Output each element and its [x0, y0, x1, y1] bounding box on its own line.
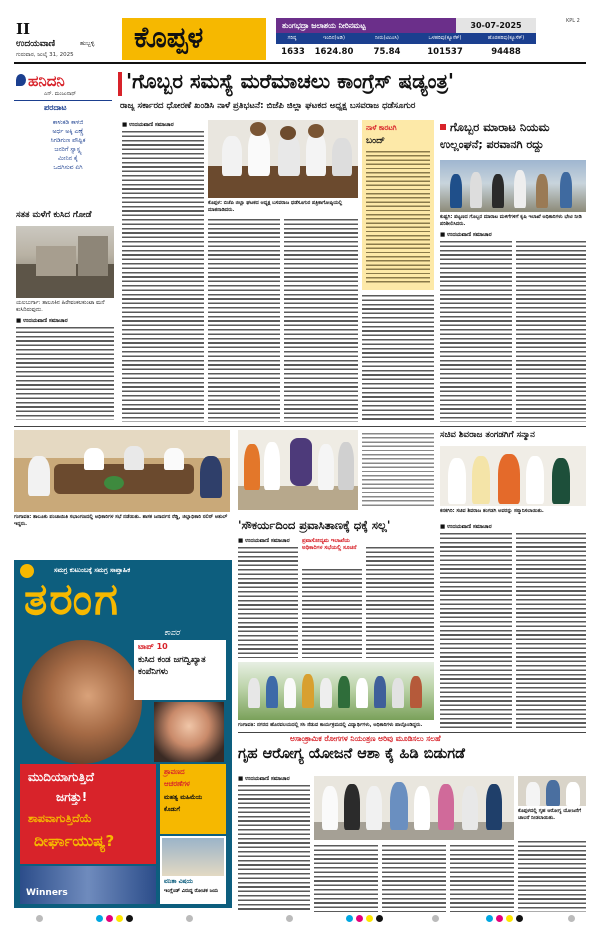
fertilizer-body-col2 [516, 240, 586, 422]
rain-story-title: ಸತತ ಮಳೆಗೆ ಕುಸಿದ ಗೋಡೆ [16, 210, 92, 220]
tharanga-tagline: ಸಮಗ್ರ ಕುಟುಂಬಕ್ಕೆ ಸಮಗ್ರ ಸಾಪ್ತಾಹಿಕ [54, 566, 131, 574]
dam-level-table [276, 18, 536, 60]
lead-body-col2 [208, 218, 280, 422]
plantation-caption: ಗಂಗಾವತಿ: ನಗರದ ಹೊರವಲಯದಲ್ಲಿ ಸಸಿ ನೆಡುವ ಕಾರ್ಯಕ್ರಮದಲ್ಲಿ ವಿದ್ಯಾರ್ಥಿಗಳು, ಅಧಿಕಾರಿಗಳು ಪಾಲ್ಗೊಂಡಿದ್ದರು. [238, 722, 423, 728]
poem-line: ಮೀನಿನ ಕೈ [58, 155, 78, 162]
registration-mark [36, 915, 43, 922]
tharanga-bottom-text: ಇಂಗ್ಲೆಂಡ್ ವಿರುದ್ಧ ರೋಚಕ ಜಯ [164, 888, 219, 894]
nali-sidebar [362, 120, 434, 290]
lead-headline: 'ಗೊಬ್ಬರ ಸಮಸ್ಯೆ ಮರೆಮಾಚಲು ಕಾಂಗ್ರೆಸ್ ಷಡ್ಯಂತ್ರ' [126, 69, 455, 93]
tourism-byline: ■ ಉದಯವಾಣಿ ಸಮಾಚಾರ [238, 538, 290, 544]
tourism-body-col3 [366, 546, 434, 658]
registration-mark [116, 915, 123, 922]
meeting-photo [14, 430, 230, 512]
health-body-col1 [238, 784, 310, 912]
nali-sidebar-text [366, 150, 430, 284]
tharanga-winners: Winners [26, 888, 68, 898]
tharanga-sub: ಕಾವರ [164, 628, 180, 637]
tourism-brief: ಪ್ರವಾಸೋದ್ಯಮ ಇಲಾಖೆಯ ಅಧಿಕಾರಿಗಳ ಸಭೆಯಲ್ಲಿ ಸೂಚನೆ [302, 538, 357, 551]
corner-code: KPL 2 [566, 18, 580, 24]
lead-accent-bar [118, 72, 122, 96]
hani-dani-icon [16, 74, 26, 86]
registration-mark [286, 915, 293, 922]
registration-mark [496, 915, 503, 922]
health-body-col3 [382, 844, 446, 912]
registration-mark [376, 915, 383, 922]
dam-header-2: ನೀರು(ಟಿಎಂಸಿ) [375, 35, 399, 41]
tharanga-title: ತರಂಗ [24, 574, 120, 625]
tharanga-top-box [134, 640, 226, 700]
fertilizer-headline-1: ಗೊಬ್ಬರ ಮಾರಾಟ ನಿಯಮ [450, 120, 550, 134]
tharanga-side-3: ಮಹತ್ವ ಮಹಿಮೆಯ [164, 794, 203, 801]
lead-byline: ■ ಉದಯವಾಣಿ ಸಮಾಚಾರ [122, 122, 174, 128]
registration-mark [346, 915, 353, 922]
tharanga-lead-4: ದೀರ್ಘಾಯುಷ್ಯ? [34, 832, 115, 850]
hani-dani-author: ಎನ್. ಮಂಜುನಾಥ್ [44, 91, 77, 97]
hani-dani-poem [28, 118, 108, 172]
tharanga-lead-box [20, 764, 156, 864]
registration-mark [486, 915, 493, 922]
dam-header-4: ಹೊರಹರಿವು(ಕ್ಯೂಸೆಕ್) [487, 35, 525, 41]
lead-subhead: ರಾಜ್ಯ ಸರ್ಕಾರದ ಧೋರಣೆ ಖಂಡಿಸಿ ನಾಳೆ ಪ್ರತಿಭಟನೆ: ಬಿಜೆಪಿ ಜಿಲ್ಲಾ ಘಟಕದ ಅಧ್ಯಕ್ಷ ಬಸವರಾಜ ಧಡೆಸೂಗುರ [120, 101, 416, 111]
fertilizer-body-col1 [440, 240, 512, 422]
lead-photo-caption: ಕೊಪ್ಪಳ: ಬಿಜೆಪಿ ಜಿಲ್ಲಾ ಘಟಕದ ಅಧ್ಯಕ್ಷ ಬಸವರಾಜ ಧಡೆಸೂಗುರ ಪತ್ರಿಕಾಗೋಷ್ಠಿಯಲ್ಲಿ ಮಾತನಾಡಿದರು. [208, 200, 343, 213]
nali-sidebar-title: ನಾಳೆ ಕಾರಟಗಿ [366, 124, 397, 132]
hani-dani-tag: ಪರದಾಟ [44, 103, 67, 112]
district-name: ಕೊಪ್ಪಳ [134, 20, 204, 54]
tharanga-side-4: ಕೊಡುಗೆ [164, 806, 180, 813]
dam-value-1: 1624.80 [314, 47, 354, 57]
fertilizer-caption: ಕುಷ್ಟಗಿ: ಪಟ್ಟಣದ ಗೊಬ್ಬರ ಮಾರಾಟ ಮಳಿಗೆಗಳಿಗೆ ಕೃಷಿ ಇಲಾಖೆ ಅಧಿಕಾರಿಗಳು ಭೇಟಿ ನೀಡಿ ಪರಿಶೀಲಿಸಿದರು. [440, 214, 582, 227]
registration-mark [568, 915, 575, 922]
tharanga-team-photo [20, 866, 156, 904]
tourism-headline: 'ಸೌಕರ್ಯದಿಂದ ಪ್ರವಾಸಿತಾಣಕ್ಕೆ ಧಕ್ಕೆ ಸಲ್ಲ' [238, 518, 391, 532]
plantation-photo [238, 662, 434, 720]
registration-mark [356, 915, 363, 922]
poem-line: ಜನರಿಗೆ ಸ್ವಾಸ್ಥ್ಯ [54, 146, 82, 153]
registration-mark [186, 915, 193, 922]
district-block [122, 18, 266, 60]
tharanga-bottom-label: ವನಿತಾ ವಿಷಯ [164, 878, 193, 885]
dam-header-1: ಇಂದಿನ(ಅಡಿ) [323, 35, 345, 41]
poem-line: ಸಿಗಡಿಗುಣ ಪೌಷ್ಟಿಕ [50, 137, 86, 144]
tourism-side-text [362, 432, 434, 508]
health-body-col4 [450, 844, 514, 912]
dam-date: 30-07-2025 [456, 18, 536, 33]
tharanga-top-label: ಟಾಪ್ 10 [138, 642, 168, 651]
nali-sidebar-sub: ಬಂದ್ [366, 136, 385, 146]
health-kicker: ಅಸಾಂಕ್ರಾಮಿಕ ರೋಗಗಳ ನಿಯಂತ್ರಣ ಅರಿವು ಮೂಡಿಸಲು ಸಲಹೆ [290, 734, 441, 743]
dam-value-2: 75.84 [373, 47, 401, 57]
honour-body-col1 [440, 532, 512, 728]
rain-caption: ಯಲಬುರ್ಗಾ: ತಾಲೂಕಿನ ಹಿರೇವಂಕಲಕುಂಟಾ ಮನೆ ಕುಸಿದಿರುವುದು. [16, 300, 105, 313]
poem-line: ಕಾಳುಕಡಿ ಕಾಳಜಿ [52, 119, 84, 126]
dam-value-0: 1633 [281, 47, 305, 57]
poem-line: ಅರ್ಧ ಅಕ್ಕಿ ಎಣ್ಣೆ [52, 128, 84, 135]
tharanga-portrait [22, 640, 142, 764]
hani-dani-title: ಹನಿದನಿ [28, 72, 65, 90]
registration-mark [106, 915, 113, 922]
registration-mark [516, 915, 523, 922]
lead-body-col3 [284, 218, 358, 422]
tharanga-lead-2: ಜಗತ್ತು! [56, 790, 88, 804]
health-byline: ■ ಉದಯವಾಣಿ ಸಮಾಚಾರ [238, 776, 290, 782]
honour-byline: ■ ಉದಯವಾಣಿ ಸಮಾಚಾರ [440, 524, 492, 530]
tharanga-side-box [160, 764, 226, 834]
health-photo [314, 776, 514, 840]
registration-mark [366, 915, 373, 922]
tourism-body-col1 [238, 546, 298, 658]
masthead-rule [14, 62, 586, 64]
health-side-photo [518, 776, 586, 806]
tharanga-ad [14, 560, 232, 908]
dam-header-3: ಒಳಹರಿವು(ಕ್ಯೂಸೆಕ್) [428, 35, 462, 41]
masthead [0, 0, 600, 68]
fertilizer-icon [440, 124, 446, 130]
mid-body-text [362, 294, 434, 422]
page-number: II [16, 20, 31, 38]
paper-name: ಉದಯವಾಣಿ [16, 39, 56, 49]
dam-header-0: ಗರಿಷ್ಠ [287, 35, 297, 41]
rain-body-text [16, 326, 114, 420]
dam-value-4: 94488 [491, 47, 521, 57]
meeting-caption: ಗಂಗಾವತಿ: ತಾಲೂಕು ಪಂಚಾಯಿತಿ ಸಭಾಂಗಣದಲ್ಲಿ ಅಧಿಕಾರಿಗಳ ಸಭೆ ನಡೆಯಿತು. ಶಾಸಕ ಜನಾರ್ದನ ರೆಡ್ಡಿ, ಜಿಲ್ಲಾಧಿಕಾರಿ ನಲಿನ್ ಅತುಲ್ ಇದ್ದರು. [14, 514, 228, 527]
fertilizer-photo [440, 160, 586, 212]
honour-caption: ಕನಕಗಿರಿ: ಸಚಿವ ಶಿವರಾಜ ತಂಗಡಗಿ ಅವರನ್ನು ಸನ್ಮಾನಿಸಲಾಯಿತು. [440, 508, 544, 514]
honour-photo [440, 446, 586, 506]
rain-photo [16, 226, 114, 298]
registration-mark [432, 915, 439, 922]
poem-line: ಒದಗಿಸುವ ಏಗಿ [53, 164, 83, 171]
tharanga-lead-1: ಮುದಿಯಾಗುತ್ತಿದೆ [28, 770, 94, 784]
tharanga-side-1: ಶ್ರಾವಣದ [164, 768, 185, 776]
tharanga-bottom-box [160, 836, 226, 904]
fertilizer-headline-2: ಉಲ್ಲಂಘನೆ; ಪರವಾನಗಿ ರದ್ದು [440, 138, 544, 151]
registration-mark [126, 915, 133, 922]
health-body-col2 [314, 844, 378, 912]
honour-body-col2 [516, 532, 586, 728]
edition-label: ಹುಬ್ಬಳ್ಳಿ [80, 40, 95, 47]
tourism-photo [238, 430, 358, 510]
health-caption: ಕೊಪ್ಪಳದಲ್ಲಿ ಗೃಹ ಆರೋಗ್ಯ ಯೋಜನೆಗೆ ಚಾಲನೆ ನೀಡಲಾಯಿತು. [518, 808, 581, 821]
fertilizer-byline: ■ ಉದಯವಾಣಿ ಸಮಾಚಾರ [440, 232, 492, 238]
health-body-col5 [518, 840, 586, 912]
registration-mark [96, 915, 103, 922]
tharanga-lead-3: ಶಾಪವಾಗುತ್ತಿದೆಯೆ [28, 812, 92, 825]
registration-mark [506, 915, 513, 922]
hani-dani-box [14, 70, 112, 200]
tharanga-top-text: ಕುಸಿದ ಕಂಡ ಜಗದ್ವಿಖ್ಯಾತ ಕಂಪೆನಿಗಳು [138, 655, 206, 677]
lead-photo [208, 120, 358, 198]
tourism-body-col2 [302, 568, 362, 658]
tharanga-side-2: ಆಚರಣೆಗಳ [164, 780, 190, 788]
tharanga-bottom-photo [162, 838, 224, 876]
lead-body-col1 [122, 130, 204, 422]
health-headline: ಗೃಹ ಆರೋಗ್ಯ ಯೋಜನೆ ಆಶಾ ಕೈ ಹಿಡಿ ಬಿಡುಗಡೆ [238, 746, 465, 762]
honour-headline: ಸಚಿವ ಶಿವರಾಜ ತಂಗಡಗಿಗೆ ಸನ್ಮಾನ [440, 430, 535, 440]
date-line: ಗುರುವಾರ, ಜುಲೈ 31, 2025 [16, 52, 74, 58]
rain-byline: ■ ಉದಯವಾಣಿ ಸಮಾಚಾರ [16, 318, 68, 324]
dam-title: ತುಂಗಭದ್ರಾ ಜಲಾಶಯ ನೀರಿನಮಟ್ಟ [276, 18, 456, 33]
tharanga-woman-photo [154, 702, 224, 762]
dam-value-3: 101537 [427, 47, 463, 57]
